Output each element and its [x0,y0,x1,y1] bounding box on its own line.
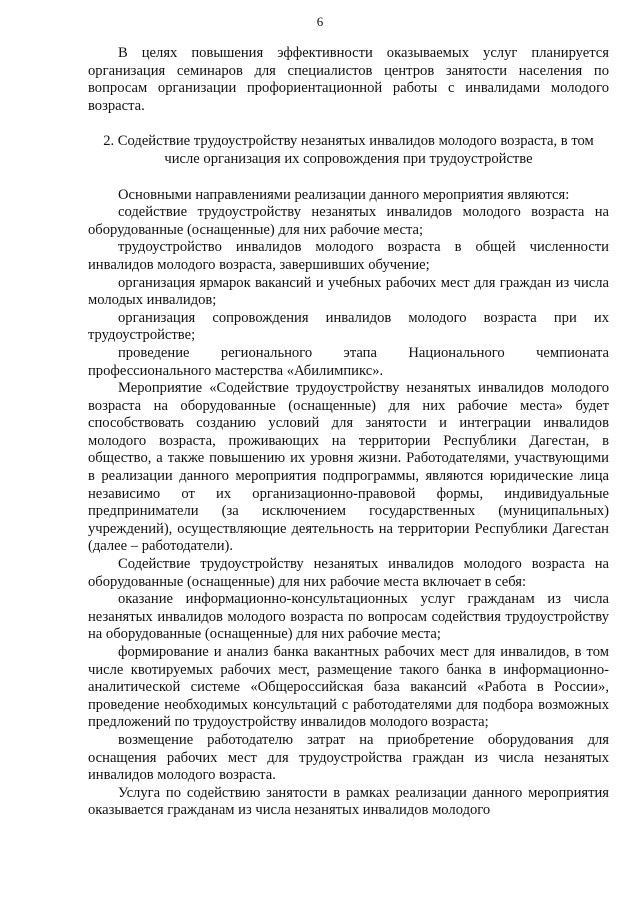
paragraph: Основными направлениями реализации данного мероприятия являются: [118,186,570,203]
paragraph: формирование и анализ банка вакантных рабочих мест для инвалидов, в том числе квотируемых рабочих мест, размещение такого банка в информационно-аналитической системе «Общероссийская база вакансий «Работа в России», проведение необходимых консультаций с работодателями для подбора возможных предложений по трудоустройству инвалидов молодого возраста; [88,644,609,731]
paragraph: оказание информационно-консультационных услуг гражданам из числа незанятых инвалидов молодого возраста по вопросам содействия трудоустройству на оборудованные (оснащенные) для них рабочие места; [88,591,609,643]
paragraph: Содействие трудоустройству незанятых инвалидов молодого возраста на оборудованные (оснащенные) для них рабочие места включает в себя: [88,556,609,590]
paragraph: организация сопровождения инвалидов молодого возраста при их трудоустройстве; [88,309,609,344]
paragraph: возмещение работодателю затрат на приобретение оборудования для оснащения рабочих мест для трудоустройства граждан из числа незанятых инвалидов молодого возраста. [88,731,609,784]
paragraph: трудоустройство инвалидов молодого возраста в общей численности инвалидов молодого возраста, завершивших обучение; [88,239,609,273]
paragraph: Услуга по содействию занятости в рамках реализации данного мероприятия оказывается гражданам из числа незанятых инвалидов молодого [88,784,609,819]
paragraph: проведение регионального этапа Национального чемпионата профессионального мастерства «Абилимпикс». [88,344,609,379]
paragraph: содействие трудоустройству незанятых инвалидов молодого возраста на оборудованные (оснащенные) для них рабочие места; [88,204,609,238]
section-heading [88,133,609,168]
page-number: 6 [316,14,324,29]
document-body [88,45,609,820]
section-heading-line-2: числе организация их сопровождения при трудоустройстве [164,150,533,167]
intro-paragraph: В целях повышения эффективности оказываемых услуг планируется организация семинаров для специалистов центров занятости населения по вопросам организации профориентационной работы с инвалидами молодого возраста. [88,45,609,114]
paragraph: Мероприятие «Содействие трудоустройству незанятых инвалидов молодого возраста на оборудованные (оснащенные) для них рабочие места» будет способствовать созданию условий для занятости и интеграции инвалидов молодого возраста, проживающих на территории Республики Дагестан, в общество, а также повышению их уровня жизни. Работодателями, участвующими в реализации данного мероприятия подпрограммы, являются юридические лица независимо от их организационно-правовой формы, индивидуальные предприниматели (за исключением государственных (муниципальных) учреждений), осуществляющие деятельность на территории Республики Дагестан (далее – работодатели). [88,380,609,555]
paragraph: организация ярмарок вакансий и учебных рабочих мест для граждан из числа молодых инвалидов; [88,274,609,309]
section-heading-line-1: 2. Содействие трудоустройству незанятых инвалидов молодого возраста, в том [103,133,594,150]
